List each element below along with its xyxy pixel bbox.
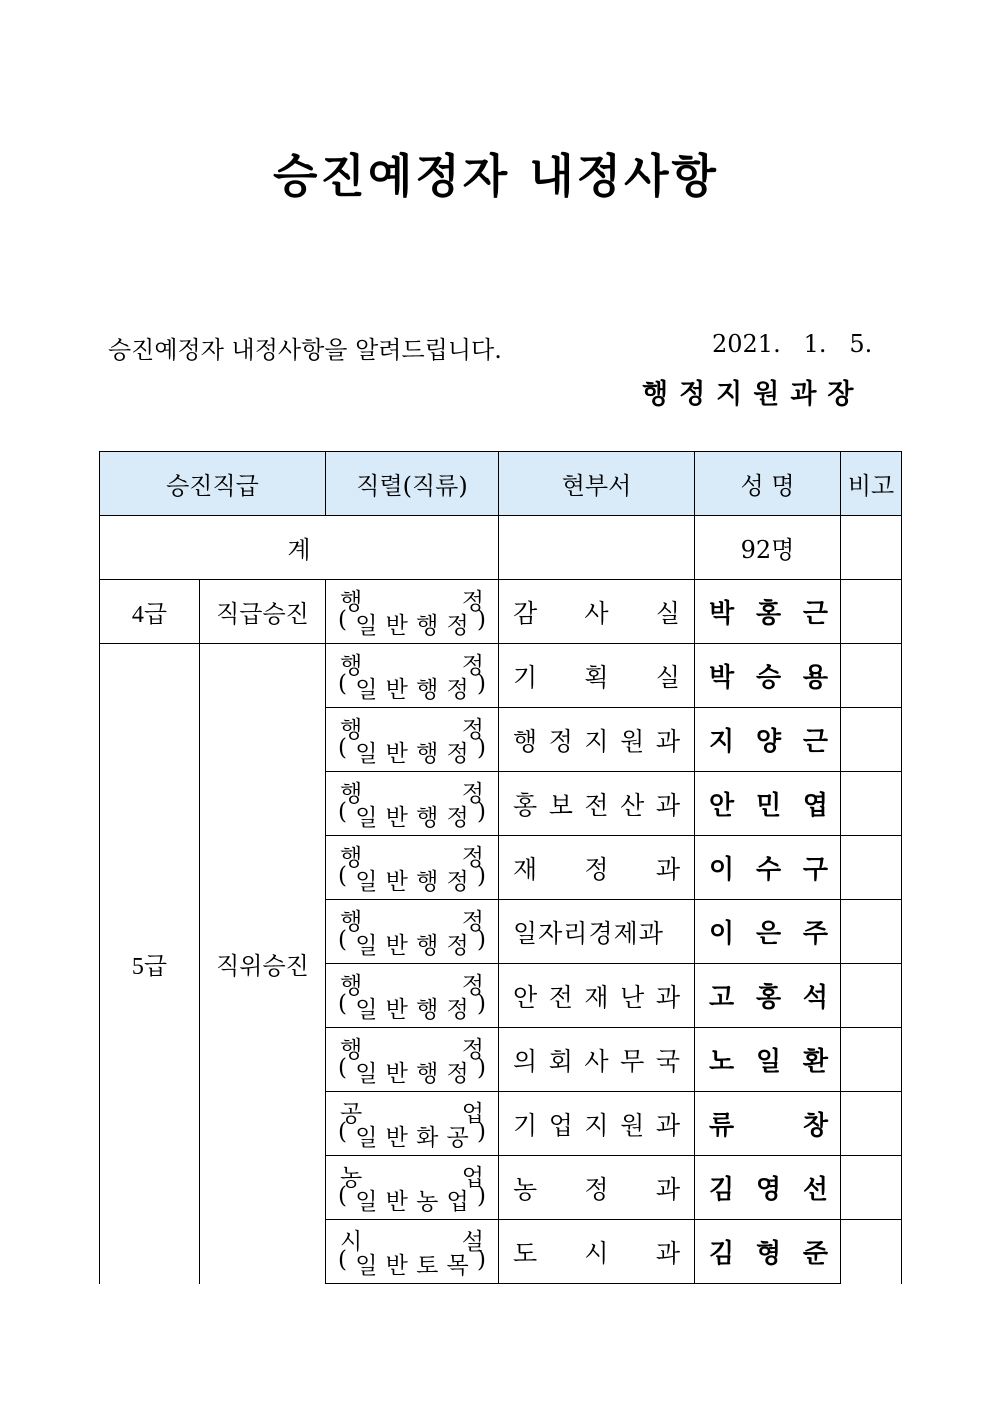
char: 일 xyxy=(355,1188,378,1215)
char: 석 xyxy=(802,983,828,1013)
series-cell xyxy=(326,836,499,900)
header-name: 성 명 xyxy=(695,452,841,516)
char: 일 xyxy=(355,740,378,767)
char: 홍 xyxy=(755,599,782,629)
char: 과 xyxy=(655,982,680,1012)
name-cell xyxy=(695,1028,841,1092)
char: ( xyxy=(338,1054,347,1081)
char: 행 xyxy=(416,1060,439,1087)
note-cell xyxy=(841,1028,902,1092)
char: 과 xyxy=(655,854,680,884)
char: 홍 xyxy=(755,983,782,1013)
char: 도 xyxy=(513,1238,538,1268)
char: ( xyxy=(338,1246,347,1273)
char: 실 xyxy=(655,598,680,628)
char: 정 xyxy=(461,844,484,871)
char: 정 xyxy=(446,996,469,1023)
char: 과 xyxy=(655,790,680,820)
char: 정 xyxy=(461,1036,484,1063)
char: 반 xyxy=(385,1124,408,1151)
char: ) xyxy=(476,798,486,825)
char: 이 xyxy=(709,919,735,949)
char: 사 xyxy=(584,598,609,628)
char: 준 xyxy=(802,1239,828,1269)
char: 행 xyxy=(340,972,363,999)
char: 반 xyxy=(385,996,408,1023)
char: 일 xyxy=(355,996,378,1023)
series-subtype xyxy=(338,607,486,640)
char: 구 xyxy=(802,855,828,885)
series-subtype xyxy=(338,863,486,896)
header-note: 비고 xyxy=(841,452,902,516)
char: 행 xyxy=(416,932,439,959)
series-subtype xyxy=(338,671,486,704)
char: 고 xyxy=(709,983,735,1013)
note-cell xyxy=(841,1092,902,1156)
char: 정 xyxy=(446,804,469,831)
table-row xyxy=(100,644,902,708)
char: 일자리경제과 xyxy=(513,918,664,948)
char: 국 xyxy=(655,1046,680,1076)
char: 정 xyxy=(461,972,484,999)
char: ( xyxy=(338,798,347,825)
series-cell xyxy=(326,1156,499,1220)
char: ( xyxy=(338,990,347,1017)
char: 기 xyxy=(513,662,538,692)
char: 반 xyxy=(385,868,408,895)
char: ) xyxy=(476,1118,486,1145)
char: 전 xyxy=(548,982,573,1012)
char: 화 xyxy=(416,1124,439,1151)
char: ) xyxy=(476,1246,486,1273)
char: ) xyxy=(476,862,486,889)
char: ) xyxy=(476,734,486,761)
char: 행 xyxy=(340,588,363,615)
char: 민 xyxy=(755,791,782,821)
char: 보 xyxy=(548,790,573,820)
char: 안 xyxy=(709,791,735,821)
series-cell xyxy=(326,964,499,1028)
dept-cell xyxy=(499,772,695,836)
series-cell xyxy=(326,580,499,644)
char: 원 xyxy=(620,1110,645,1140)
grade-cell: 4급 xyxy=(100,580,200,644)
char: 정 xyxy=(446,932,469,959)
char: ) xyxy=(476,1054,486,1081)
name-cell xyxy=(695,644,841,708)
name-cell xyxy=(695,836,841,900)
char: 행 xyxy=(416,868,439,895)
char: 행 xyxy=(416,740,439,767)
promotion-table xyxy=(99,451,902,1284)
char: 의 xyxy=(513,1046,538,1076)
char: 일 xyxy=(355,804,378,831)
char: 영 xyxy=(755,1175,782,1205)
char: 난 xyxy=(620,982,645,1012)
char: 정 xyxy=(461,652,484,679)
dept-cell xyxy=(499,644,695,708)
char: 농 xyxy=(416,1188,439,1215)
char: 과 xyxy=(655,726,680,756)
char: 일 xyxy=(355,676,378,703)
dept-cell xyxy=(499,964,695,1028)
char: 기 xyxy=(513,1110,538,1140)
name-cell xyxy=(695,1220,841,1284)
char: 창 xyxy=(802,1111,828,1141)
dept-cell xyxy=(499,1028,695,1092)
char: 반 xyxy=(385,1188,408,1215)
char: 노 xyxy=(709,1047,735,1077)
char: 일 xyxy=(755,1047,782,1077)
char: 지 xyxy=(709,727,735,757)
name-cell xyxy=(695,580,841,644)
char: 일 xyxy=(355,868,378,895)
char: 승 xyxy=(755,663,782,693)
char: 시 xyxy=(340,1228,363,1255)
note-cell xyxy=(841,836,902,900)
char: 행 xyxy=(340,780,363,807)
char: ) xyxy=(476,1182,486,1209)
dept-cell xyxy=(499,1220,695,1284)
char: 정 xyxy=(584,1174,609,1204)
char: 농 xyxy=(340,1164,363,1191)
char: 이 xyxy=(709,855,735,885)
char: 업 xyxy=(461,1164,484,1191)
char: 일 xyxy=(355,932,378,959)
series-subtype xyxy=(338,927,486,960)
char: 원 xyxy=(620,726,645,756)
name-cell xyxy=(695,708,841,772)
char: 일 xyxy=(355,1060,378,1087)
char: 과 xyxy=(655,1174,680,1204)
header-dept: 현부서 xyxy=(499,452,695,516)
promotion-type-cell: 직급승진 xyxy=(200,580,326,644)
char: 공 xyxy=(340,1100,363,1127)
document-date: 2021. 1. 5. xyxy=(712,330,873,358)
series-subtype xyxy=(338,1119,486,1152)
series-cell xyxy=(326,772,499,836)
dept-cell xyxy=(499,708,695,772)
char: 정 xyxy=(461,716,484,743)
char: 정 xyxy=(446,868,469,895)
char: 양 xyxy=(755,727,782,757)
char: ( xyxy=(338,862,347,889)
series-subtype xyxy=(338,1055,486,1088)
note-cell xyxy=(841,708,902,772)
header-grade: 승진직급 xyxy=(100,452,326,516)
char: 사 xyxy=(584,1046,609,1076)
char: 농 xyxy=(513,1174,538,1204)
char: ( xyxy=(338,1182,347,1209)
header-series: 직렬(직류) xyxy=(326,452,499,516)
char: 일 xyxy=(355,1124,378,1151)
char: 지 xyxy=(584,726,609,756)
total-row xyxy=(100,516,902,580)
char: 반 xyxy=(385,740,408,767)
char: 홍 xyxy=(513,790,538,820)
char: 반 xyxy=(385,932,408,959)
char: 주 xyxy=(802,919,828,949)
char: ( xyxy=(338,670,347,697)
char: 환 xyxy=(802,1047,828,1077)
dept-cell xyxy=(499,900,695,964)
series-subtype xyxy=(338,991,486,1024)
char: 반 xyxy=(385,1252,408,1279)
char: 토 xyxy=(416,1252,439,1279)
char: 정 xyxy=(446,612,469,639)
name-cell xyxy=(695,900,841,964)
char: 정 xyxy=(584,854,609,884)
char: 정 xyxy=(548,726,573,756)
char: 행 xyxy=(416,996,439,1023)
char: 과 xyxy=(655,1110,680,1140)
total-label: 계 xyxy=(100,516,499,580)
char: 목 xyxy=(446,1252,469,1279)
name-cell xyxy=(695,1156,841,1220)
series-cell xyxy=(326,1092,499,1156)
signer: 행정지원과장 xyxy=(642,379,865,410)
char: 공 xyxy=(446,1124,469,1151)
char: 획 xyxy=(584,662,609,692)
dept-cell xyxy=(499,580,695,644)
dept-cell xyxy=(499,836,695,900)
char: ) xyxy=(476,926,486,953)
series-cell xyxy=(326,900,499,964)
dept-cell xyxy=(499,1156,695,1220)
series-subtype xyxy=(338,735,486,768)
char: 정 xyxy=(461,588,484,615)
note-cell xyxy=(841,644,902,708)
char: 수 xyxy=(755,855,782,885)
char: 재 xyxy=(513,854,538,884)
table-row xyxy=(100,580,902,644)
char: 업 xyxy=(548,1110,573,1140)
series-cell xyxy=(326,1028,499,1092)
grade-cell: 5급 xyxy=(100,644,200,1284)
char: 용 xyxy=(802,663,828,693)
char: 안 xyxy=(513,982,538,1012)
char: 행 xyxy=(416,676,439,703)
char: 행 xyxy=(513,726,538,756)
total-note xyxy=(841,516,902,580)
char: 행 xyxy=(340,908,363,935)
char: 근 xyxy=(802,727,828,757)
char: 무 xyxy=(620,1046,645,1076)
char: 일 xyxy=(355,1252,378,1279)
char: 행 xyxy=(416,804,439,831)
series-cell xyxy=(326,1220,499,1284)
char: 반 xyxy=(385,1060,408,1087)
name-cell xyxy=(695,772,841,836)
char: 반 xyxy=(385,612,408,639)
char: 정 xyxy=(461,908,484,935)
note-cell xyxy=(841,772,902,836)
char: 행 xyxy=(340,716,363,743)
char: 업 xyxy=(446,1188,469,1215)
char: 과 xyxy=(655,1238,680,1268)
name-cell xyxy=(695,964,841,1028)
note-cell xyxy=(841,580,902,644)
char: 선 xyxy=(802,1175,828,1205)
char: ) xyxy=(476,670,486,697)
header-row xyxy=(100,452,902,516)
char: 행 xyxy=(340,844,363,871)
char: 업 xyxy=(461,1100,484,1127)
char: 재 xyxy=(584,982,609,1012)
char: 시 xyxy=(584,1238,609,1268)
char: 행 xyxy=(416,612,439,639)
char: 형 xyxy=(755,1239,782,1269)
char: 정 xyxy=(446,676,469,703)
promotion-type-cell: 직위승진 xyxy=(200,644,326,1284)
char: 반 xyxy=(385,804,408,831)
note-cell xyxy=(841,964,902,1028)
intro-text: 승진예정자 내정사항을 알려드립니다. xyxy=(108,336,502,364)
char: 행 xyxy=(340,652,363,679)
char: 정 xyxy=(446,1060,469,1087)
note-cell xyxy=(841,1220,902,1284)
note-cell xyxy=(841,1156,902,1220)
dept-cell xyxy=(499,1092,695,1156)
char: 행 xyxy=(340,1036,363,1063)
char: 일 xyxy=(355,612,378,639)
char: ( xyxy=(338,1118,347,1145)
char: ( xyxy=(338,734,347,761)
char: ( xyxy=(338,926,347,953)
char: 김 xyxy=(709,1239,735,1269)
char: 정 xyxy=(461,780,484,807)
series-subtype xyxy=(338,799,486,832)
char: 산 xyxy=(620,790,645,820)
char: 김 xyxy=(709,1175,735,1205)
series-subtype xyxy=(338,1183,486,1216)
name-cell xyxy=(695,1092,841,1156)
char: 감 xyxy=(513,598,538,628)
series-cell xyxy=(326,708,499,772)
char: ) xyxy=(476,990,486,1017)
char: 엽 xyxy=(802,791,828,821)
char: 설 xyxy=(461,1228,484,1255)
total-count: 92명 xyxy=(695,516,841,580)
char: 실 xyxy=(655,662,680,692)
char: 정 xyxy=(446,740,469,767)
char: 전 xyxy=(584,790,609,820)
char: 지 xyxy=(584,1110,609,1140)
char: ( xyxy=(338,606,347,633)
page-title: 승진예정자 내정사항 xyxy=(273,149,719,203)
char: 반 xyxy=(385,676,408,703)
char: 근 xyxy=(802,599,828,629)
total-dept xyxy=(499,516,695,580)
char: 박 xyxy=(709,599,735,629)
char: 박 xyxy=(709,663,735,693)
series-subtype xyxy=(338,1247,486,1280)
char: 회 xyxy=(548,1046,573,1076)
note-cell xyxy=(841,900,902,964)
char: 류 xyxy=(709,1111,735,1141)
char: 은 xyxy=(755,919,782,949)
series-cell xyxy=(326,644,499,708)
char: ) xyxy=(476,606,486,633)
